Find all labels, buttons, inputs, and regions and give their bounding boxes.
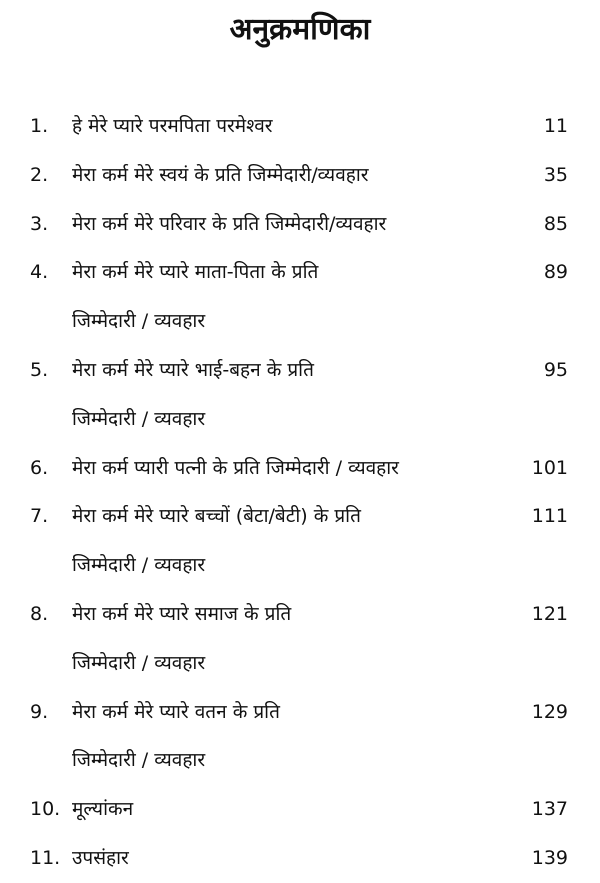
toc-entry-title: जिम्मेदारी / व्यवहार	[72, 310, 206, 333]
toc-entry-title: मेरा कर्म मेरे प्यारे वतन के प्रति	[72, 700, 280, 723]
toc-entry-line	[0, 102, 600, 151]
toc-entry-number: 9.	[30, 700, 49, 723]
toc-entry	[0, 492, 600, 590]
toc-entry-continuation	[0, 395, 600, 444]
page-title: अनुक्रमणिका	[229, 12, 371, 47]
toc-entry-continuation	[0, 639, 600, 688]
toc-entry-page-number: 111	[531, 505, 568, 528]
toc-entry-number: 11.	[30, 846, 61, 869]
toc-entry-page-number: 137	[531, 798, 568, 821]
toc-entry-line	[0, 248, 600, 297]
toc-entry-number: 1.	[30, 115, 49, 137]
toc-entry-number: 6.	[30, 456, 49, 479]
toc-entry-title: हे मेरे प्यारे परमपिता परमेश्वर	[72, 115, 273, 137]
toc-entry	[0, 785, 600, 834]
toc-entry	[0, 590, 600, 688]
toc-entry-number: 7.	[30, 505, 49, 528]
toc-entry-line	[0, 834, 600, 883]
toc-entry-line	[0, 688, 600, 737]
toc-entry-continuation	[0, 297, 600, 346]
toc-entry-title: मूल्यांकन	[72, 798, 134, 821]
toc-entry-page-number: 11	[543, 115, 568, 137]
toc-entry-line	[0, 590, 600, 639]
table-of-contents	[0, 102, 600, 883]
toc-entry-number: 8.	[30, 602, 49, 625]
toc-entry-number: 10.	[30, 798, 61, 821]
toc-entry-page-number: 85	[543, 212, 568, 235]
toc-entry	[0, 248, 600, 346]
toc-entry-title: मेरा कर्म मेरे प्यारे समाज के प्रति	[72, 602, 292, 625]
toc-entry	[0, 834, 600, 883]
toc-entry-line	[0, 492, 600, 541]
toc-entry-line	[0, 444, 600, 493]
toc-entry	[0, 346, 600, 444]
toc-entry	[0, 688, 600, 786]
toc-entry-number: 4.	[30, 261, 49, 284]
toc-entry-title: जिम्मेदारी / व्यवहार	[72, 407, 206, 430]
toc-entry-title: मेरा कर्म मेरे परिवार के प्रति जिम्मेदारी/व्यवहार	[72, 212, 387, 235]
toc-entry-title: मेरा कर्म मेरे प्यारे माता-पिता के प्रति	[72, 261, 319, 284]
toc-entry-title: जिम्मेदारी / व्यवहार	[72, 749, 206, 772]
toc-entry-page-number: 89	[543, 261, 568, 284]
toc-entry-title: मेरा कर्म मेरे प्यारे भाई-बहन के प्रति	[72, 358, 314, 381]
toc-entry-number: 2.	[30, 163, 49, 186]
toc-entry-title: जिम्मेदारी / व्यवहार	[72, 554, 206, 577]
toc-entry-page-number: 121	[531, 602, 568, 625]
toc-entry-line	[0, 151, 600, 200]
toc-entry-page-number: 35	[543, 163, 568, 186]
toc-entry-title: जिम्मेदारी / व्यवहार	[72, 651, 206, 674]
toc-entry-title: मेरा कर्म प्यारी पत्नी के प्रति जिम्मेदारी / व्यवहार	[72, 456, 399, 479]
toc-entry	[0, 151, 600, 200]
toc-entry-line	[0, 346, 600, 395]
toc-entry	[0, 444, 600, 493]
toc-entry-continuation	[0, 736, 600, 785]
toc-entry-page-number: 95	[543, 358, 568, 381]
toc-entry-title: मेरा कर्म मेरे स्वयं के प्रति जिम्मेदारी/व्यवहार	[72, 163, 369, 186]
toc-entry-page-number: 139	[531, 846, 568, 869]
toc-entry-title: मेरा कर्म मेरे प्यारे बच्चों (बेटा/बेटी) के प्रति	[72, 505, 361, 528]
toc-entry-number: 5.	[30, 358, 49, 381]
toc-entry-line	[0, 785, 600, 834]
toc-entry	[0, 200, 600, 249]
toc-entry-number: 3.	[30, 212, 49, 235]
toc-entry-continuation	[0, 541, 600, 590]
toc-entry-page-number: 129	[531, 700, 568, 723]
toc-entry-page-number: 101	[531, 456, 568, 479]
toc-entry-title: उपसंहार	[72, 846, 129, 869]
toc-entry-line	[0, 200, 600, 249]
toc-entry	[0, 102, 600, 151]
